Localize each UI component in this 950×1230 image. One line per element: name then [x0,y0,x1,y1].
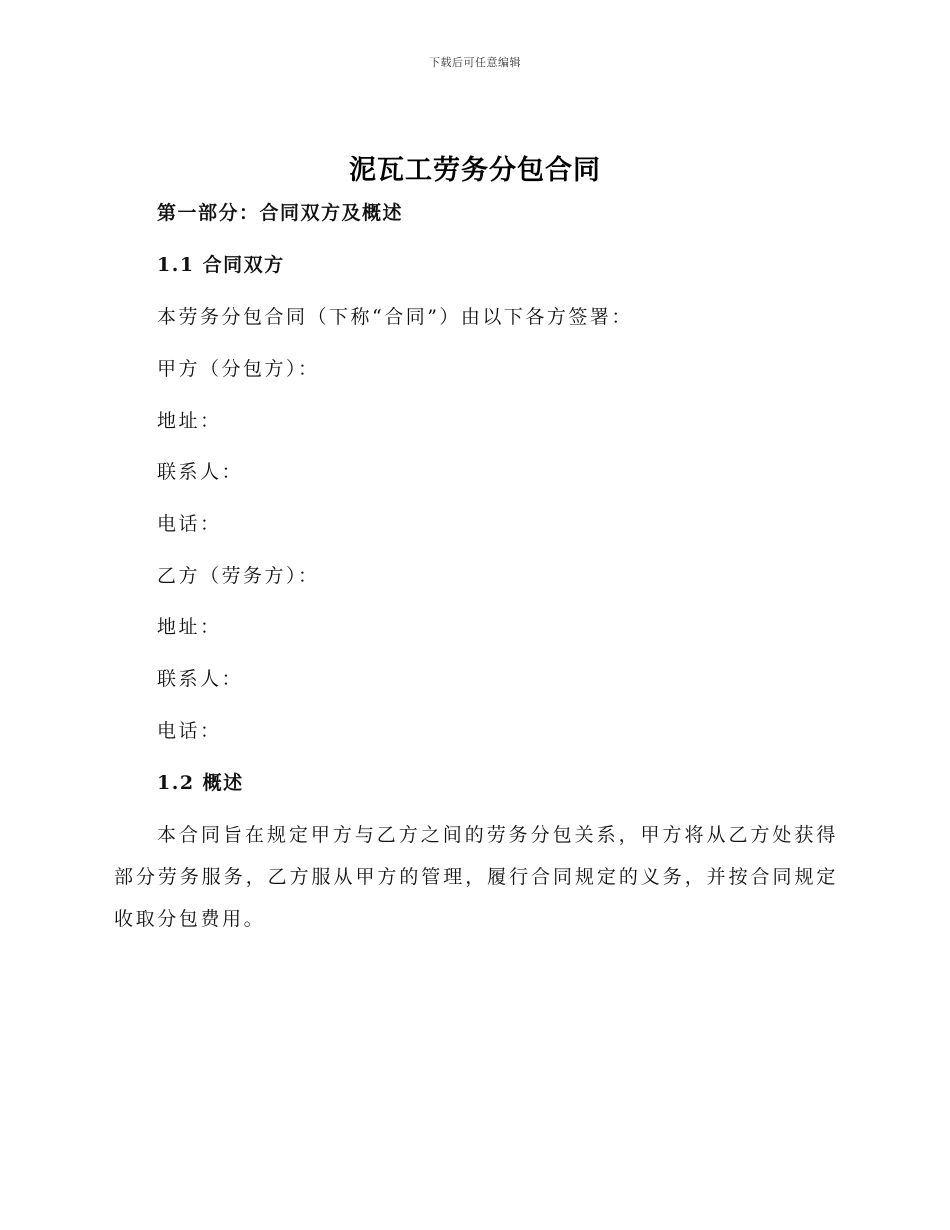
header-note: 下载后可任意编辑 [429,56,521,69]
party-b-label: 乙方（劳务方）： [157,565,320,587]
document-title: 泥瓦工劳务分包合同 [349,155,601,186]
part1-heading: 第一部分：合同双方及概述 [157,202,404,224]
party-b-address: 地址： [157,616,222,638]
party-a-contact: 联系人： [157,461,244,483]
overview-paragraph: 本合同旨在规定甲方与乙方之间的劳务分包关系，甲方将从乙方处获得部分劳务服务，乙方服从甲方的管理，履行合同规定的义务，并按合同规定收取分包费用。 [114,824,838,930]
party-b-contact: 联系人： [157,668,244,690]
parties-intro: 本劳务分包合同（下称“合同”）由以下各方签署： [157,306,633,328]
section-1-2-heading: 1.2 概述 [157,772,244,794]
party-a-address: 地址： [157,410,222,432]
party-a-label: 甲方（分包方）： [157,358,320,380]
party-b-phone: 电话： [157,720,222,742]
section-1-1-heading: 1.1 合同双方 [157,254,285,276]
party-a-phone: 电话： [157,513,222,535]
